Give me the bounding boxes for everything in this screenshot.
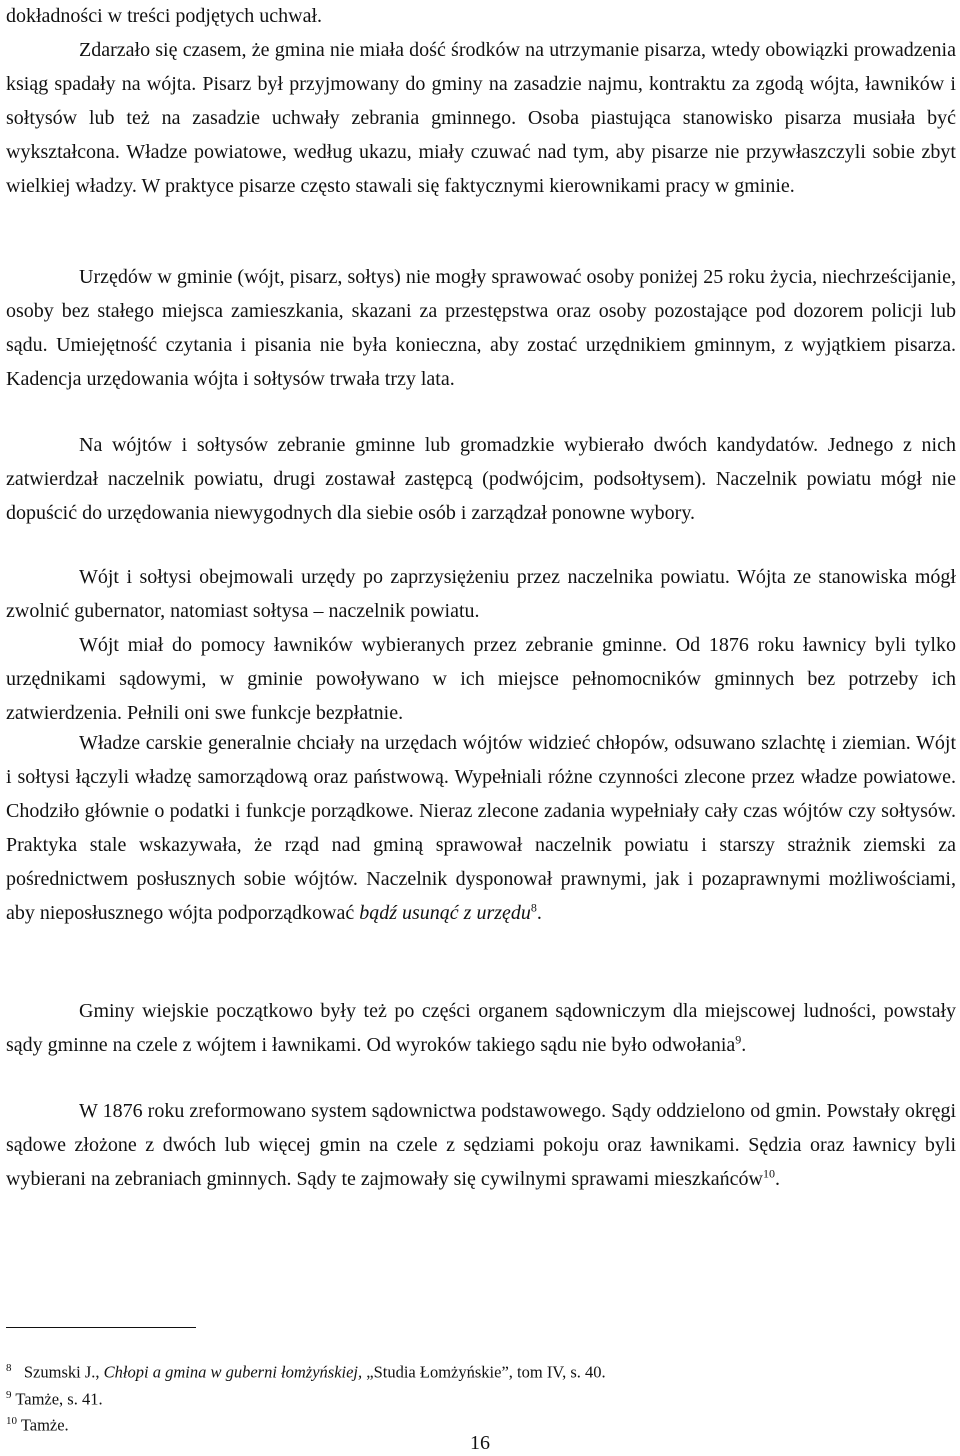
footnote-number: 8 xyxy=(6,1362,12,1374)
footnote-title: Chłopi a gmina w guberni łomżyńskiej, xyxy=(103,1362,363,1382)
footnote-text: Tamże, s. 41. xyxy=(15,1389,103,1408)
paragraph-8 xyxy=(6,994,956,1062)
italic-phrase: bądź usunąć z urzędu xyxy=(359,902,531,924)
footnotes xyxy=(6,1357,956,1437)
paragraph-text: Wójt miał do pomocy ławników wybieranych przez zebranie gminne. Od 1876 roku ławnicy byli tylko urzędnikami sądowymi, w gminie powoływano w ich miejsce pełnomocników gminnych bez potrzeby ich zatwierdzenia. Pełnili oni swe funkcje bezpłatnie. xyxy=(6,634,956,724)
footnote-9 xyxy=(6,1384,956,1411)
footnote-text: Tamże. xyxy=(20,1415,69,1435)
footnote-8 xyxy=(6,1357,956,1384)
footnote-author: Szumski J., xyxy=(23,1362,100,1382)
paragraph-text: dokładności w treści podjętych uchwał. xyxy=(6,5,323,27)
footnote-source: „Studia Łomżyńskie”, tom IV, s. 40. xyxy=(366,1362,606,1382)
footnote-number: 10 xyxy=(6,1415,17,1427)
paragraph-text: Na wójtów i sołtysów zebranie gminne lub gromadzkie wybierało dwóch kandydatów. Jednego z nich zatwierdzał naczelnik powiatu, drugi zostawał zastępcą (podwójcim, podsołtysem). Naczelnik powiatu mógł nie dopuścić do urzędowania niewygodnych dla siebie osób i zarządzał ponowne wybory. xyxy=(6,434,956,524)
paragraph-1 xyxy=(6,0,956,33)
paragraph-tail: . xyxy=(536,902,542,924)
paragraph-7 xyxy=(6,726,956,930)
paragraph-text: Wójt i sołtysi obejmowali urzędy po zaprzysiężeniu przez naczelnika powiatu. Wójta ze stanowiska mógł zwolnić gubernator, natomiast sołtysa – naczelnik powiatu. xyxy=(6,566,956,622)
footnote-ref-9[interactable]: 9 xyxy=(735,1032,742,1047)
paragraph-tail: . xyxy=(741,1034,747,1056)
paragraph-text: Urzędów w gminie (wójt, pisarz, sołtys) nie mogły sprawować osoby poniżej 25 roku życia, niechrześcijanie, osoby bez stałego miejsca zamieszkania, skazani za przestępstwa oraz osoby pozostające pod dozorem policji lub sądu. Umiejętność czytania i pisania nie była konieczna, aby zostać urzędnikiem gminnym, z wyjątkiem pisarza. Kadencja urzędowania wójta i sołtysów trwała trzy lata. xyxy=(6,266,956,390)
paragraph-6 xyxy=(6,628,956,730)
paragraph-3 xyxy=(6,260,956,396)
paragraph-9 xyxy=(6,1094,956,1196)
page-number: 16 xyxy=(470,1432,490,1454)
paragraph-text: Zdarzało się czasem, że gmina nie miała dość środków na utrzymanie pisarza, wtedy obowiązki prowadzenia ksiąg spadały na wójta. Pisarz był przyjmowany do gminy na zasadzie najmu, kontraktu za zgodą wójta, ławników i sołtysów lub też na zasadzie uchwały zebrania gminnego. Osoba piastująca stanowisko pisarza musiała być wykształcona. Władze powiatowe, według ukazu, miały czuwać nad tym, aby pisarze nie przywłaszczyli sobie zbyt wielkiej władzy. W praktyce pisarze często stawali się faktycznymi kierownikami pracy w gminie. xyxy=(6,39,956,197)
paragraph-text: Gminy wiejskie początkowo były też po części organem sądowniczym dla miejscowej ludności, powstały sądy gminne na czele z wójtem i ławnikami. Od wyroków takiego sądu nie było odwołania xyxy=(6,1000,956,1056)
footnote-ref-10[interactable]: 10 xyxy=(762,1166,775,1181)
paragraph-5 xyxy=(6,560,956,628)
paragraph-text: W 1876 roku zreformowano system sądownictwa podstawowego. Sądy oddzielono od gmin. Powstały okręgi sądowe złożone z dwóch lub więcej gmin na czele z sędziami pokoju oraz ławnikami. Sędzia oraz ławnicy byli wybierani na zebraniach gminnych. Sądy te zajmowały się cywilnymi sprawami mieszkańców xyxy=(6,1100,956,1190)
paragraph-text: Władze carskie generalnie chciały na urzędach wójtów widzieć chłopów, odsuwano szlachtę i ziemian. Wójt i sołtysi łączyli władzę samorządową oraz państwową. Wypełniali różne czynności zlecone przez władze powiatowe. Chodziło głównie o podatki i funkcje porządkowe. Nieraz zlecone zadania wypełniały cały czas wójtów czy sołtysów. Praktyka stale wskazywała, że rząd nad gminą sprawował naczelnik powiatu i starszy strażnik ziemski za pośrednictwem posłusznych sobie wójtów. Naczelnik dysponował prawnymi, jak i pozaprawnymi możliwościami, aby nieposłusznego wójta podporządkować xyxy=(6,732,956,924)
footnote-ref-8[interactable]: 8 xyxy=(530,900,537,915)
paragraph-4 xyxy=(6,428,956,530)
footnote-separator xyxy=(6,1327,196,1328)
paragraph-2 xyxy=(6,33,956,203)
paragraph-tail: . xyxy=(774,1168,780,1190)
footnote-number: 9 xyxy=(6,1388,12,1401)
